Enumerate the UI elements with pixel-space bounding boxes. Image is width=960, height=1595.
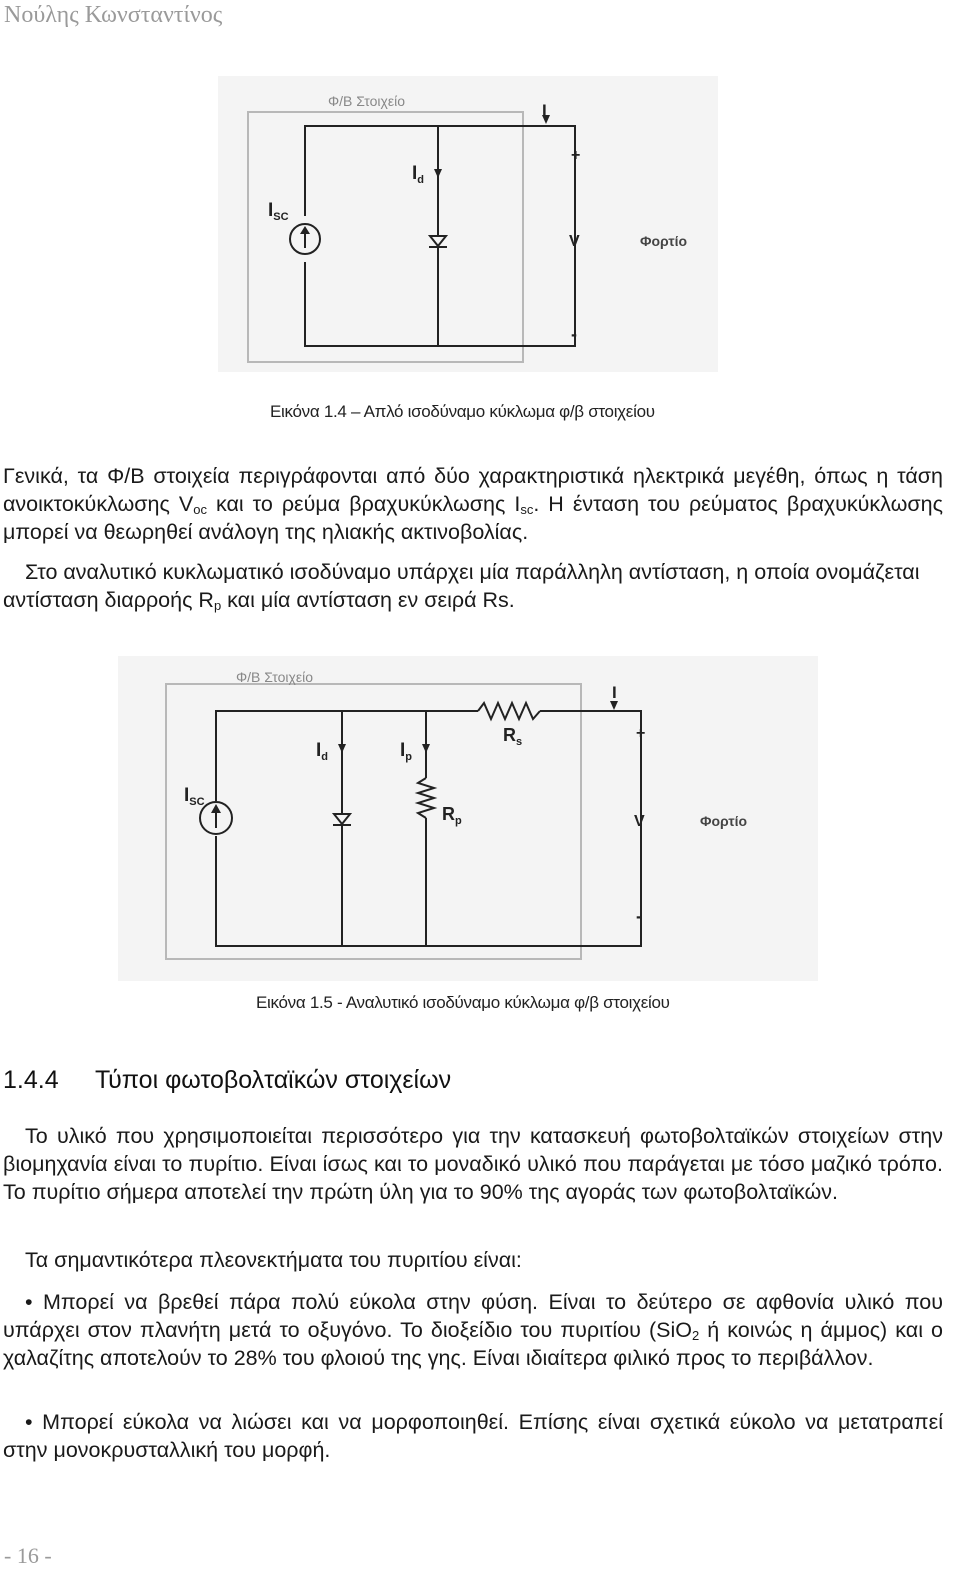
detailed-circuit-diagram [118,656,818,981]
paragraph-advantages-intro: Τα σημαντικότερα πλεονεκτήματα του πυριτίου είναι: [25,1248,522,1272]
section-title: Τύποι φωτοβολταϊκών στοιχείων [95,1066,452,1094]
bullet-malleability: • Μπορεί εύκολα να λιώσει και να μορφοποιηθεί. Επίσης είναι σχετικά εύκολο να μετατραπεί στην μονοκρυσταλλική του μορφή. [3,1410,943,1462]
paragraph-voc-isc: Γενικά, τα Φ/Β στοιχεία περιγράφονται από δύο χαρακτηριστικά ηλεκτρικά μεγέθη, όπως η τάση ανοικτοκύκλωσης $V_{oc}$ και το ρεύμα βραχυκύκλωσης $I_{sc}$. Η ένταση του ρεύματος βραχυκύκλωσης μπορεί να θεωρηθεί ανάλογη της ηλιακής ακτινοβολίας. [3,464,943,544]
label-id-2: $I_d$ [316,740,329,763]
label-load-2: Φορτίο [700,813,748,829]
page-number: - 16 - [4,1543,52,1568]
module-label: Φ/Β Στοιχείο [328,93,405,109]
label-id: $I_d$ [412,163,425,186]
label-minus: - [571,324,577,344]
bullet-abundance: • Μπορεί να βρεθεί πάρα πολύ εύκολα στην φύση. Είναι το δεύτερο σε αφθονία υλικό που υπάρχει στον πλανήτη μετά το οξυγόνο. Το διοξείδιο του πυριτίου (SiO$_2$ ή κοινώς η άμμος) και ο χαλαζίτης αποτελούν το 28% του φλοιού της γης. Είναι ιδιαίτερα φιλικό προς το περιβάλλον. [3,1290,943,1370]
label-load: Φορτίο [640,233,688,249]
running-header-author: Νούλης Κωνσταντίνος [4,2,223,28]
section-number: 1.4.4 [3,1066,59,1094]
paragraph-rp-rs: Στο αναλυτικό κυκλωματικό ισοδύναμο υπάρχει μία παράλληλη αντίσταση, η οποία ονομάζεται αντίσταση διαρροής $R_p$ και μία αντίσταση εν σειρά Rs. [3,560,920,613]
figure-simple-circuit [218,76,718,372]
label-ip: $I_p$ [400,740,413,763]
label-i: I [542,101,547,120]
label-v-2: V [634,813,645,830]
label-isc: $I_{SC}$ [268,200,289,223]
label-i-2: I [612,683,617,702]
simple-circuit-diagram [218,76,718,372]
figure-detailed-circuit [118,656,818,981]
label-plus: + [571,147,581,164]
figure-1-caption: Εικόνα 1.4 – Απλό ισοδύναμο κύκλωμα φ/β στοιχείου [270,402,655,421]
module-label-2: Φ/Β Στοιχείο [236,669,313,685]
label-isc-2: $I_{SC}$ [184,785,205,808]
label-rs: $R_s$ [503,725,523,748]
label-v: V [569,233,580,250]
paragraph-silicon-usage: Το υλικό που χρησιμοποιείται περισσότερο για την κατασκευή φωτοβολταϊκών στοιχείων στην βιομηχανία είναι το πυρίτιο. Είναι ίσως και το μοναδικό υλικό που παράγεται με τόσο μαζικό τρόπο. Το πυρίτιο σήμερα αποτελεί την πρώτη ύλη για το 90% της αγοράς των φωτοβολταϊκών. [3,1124,943,1204]
label-rp: $R_p$ [442,804,462,827]
label-plus-2: + [636,725,646,742]
section-heading [3,1066,451,1095]
label-minus-2: - [636,906,642,926]
figure-2-caption: Εικόνα 1.5 - Αναλυτικό ισοδύναμο κύκλωμα φ/β στοιχείου [256,993,670,1012]
